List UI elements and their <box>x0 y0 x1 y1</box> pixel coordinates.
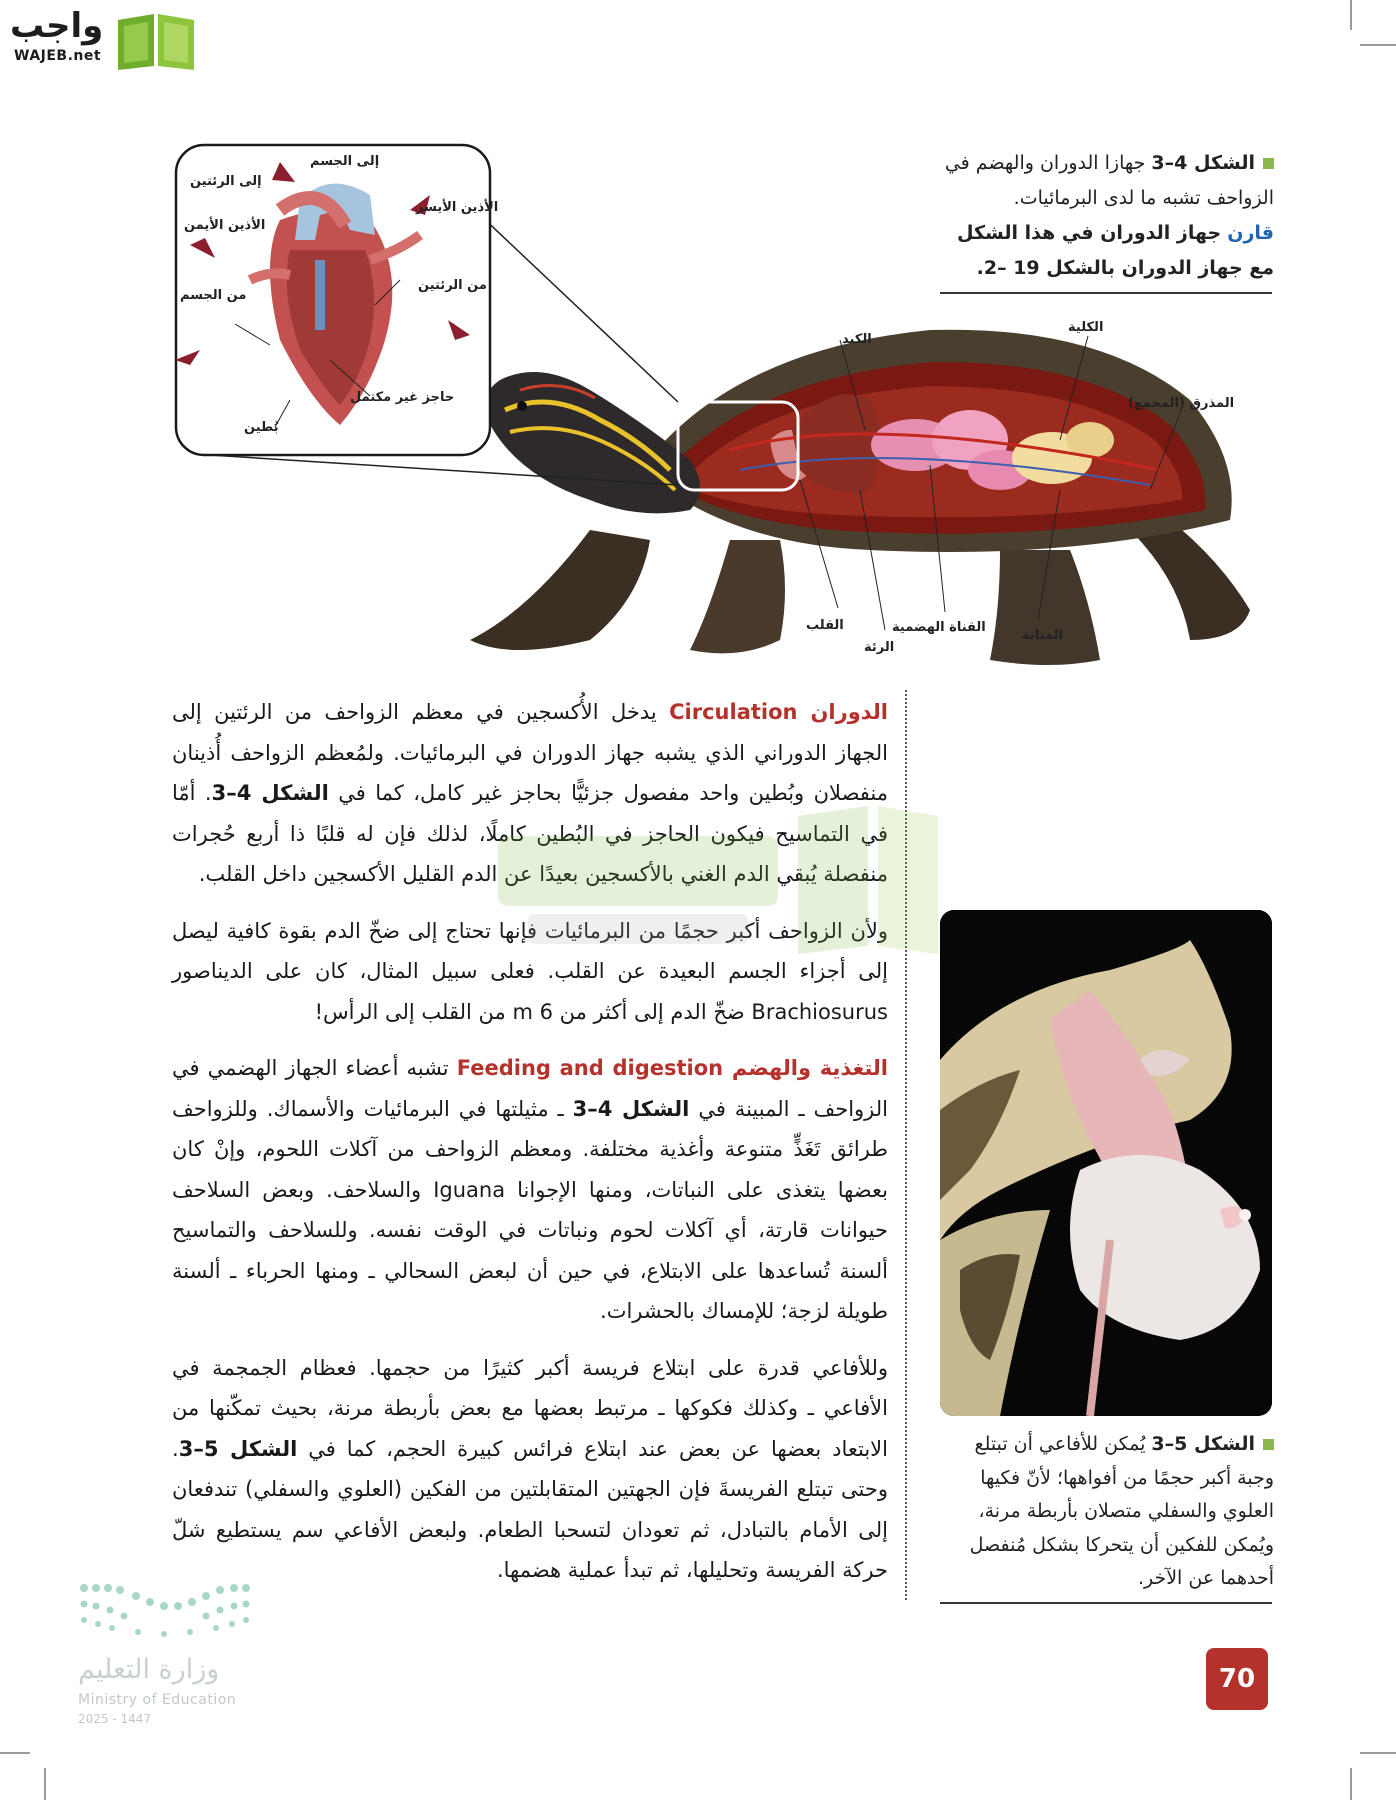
column-separator <box>905 690 907 1600</box>
label-cloaca: المذرق (المجمع) <box>1128 396 1235 411</box>
label-incomplete-septum: حاجز غير مكتمل <box>350 390 455 405</box>
snake-illustration <box>940 910 1272 1416</box>
snake-text-1: وللأفاعي قدرة على ابتلاع فريسة أكبر كثيرًا من حجمها. فعظام الجمجمة في الأفاعي ـ وكذلك فكوكها ـ مرتبط بعضها مع بعض بأربطة مرنة، بحيث تمكّنها من الابتعاد بعضها عن بعض عند ابتلاع فرائس كبيرة الحجم، كما في <box>172 1355 888 1461</box>
figure-reference[interactable]: الشكل 4–3 <box>211 781 329 805</box>
snake-swallowing-rat-photo <box>940 910 1272 1416</box>
crop-mark <box>1360 44 1396 46</box>
paragraph-circulation <box>172 692 888 895</box>
prompt-text: جهاز الدوران في هذا الشكل مع جهاز الدوران بالشكل 19 –2. <box>957 222 1274 279</box>
figure-number: الشكل 4–3 <box>1151 152 1255 174</box>
label-to-lungs: إلى الرئتين <box>190 174 262 189</box>
paragraph-pumping: ولأن الزواحف أكبر حجمًا من البرمائيات فإنها تحتاج إلى ضخّ الدم بقوة كافية ليصل إلى أجزاء الجسم البعيدة عن القلب. فعلى سبيل المثال، كان على الديناصور Brachiosurus ضخّ الدم إلى أكثر من 6 m من القلب إلى الرأس! <box>172 918 888 1024</box>
crop-mark <box>1360 1752 1396 1754</box>
feeding-text-2: ـ مثيلتها في البرمائيات والأسماك. وللزواحف طرائق تَغَذٍّ متنوعة وأغذية مختلفة. ومعظم الزواحف من آكلات اللحوم، وإنْ كان بعضها يتغذى على النباتات، ومنها الإجوانا Iguana والسلاحف. وبعض السلاحف حيوانات قارتة، أي آكلات لحوم ونباتات في الوقت نفسه. وللسلاحف والتماسيح ألسنة تُساعدها على الابتلاع، في حين أن لبعض السحالي ـ ومنها الحرباء ـ ألسنة طويلة لزجة؛ للإمساك بالحشرات. <box>172 1096 888 1323</box>
label-lung: الرئة <box>864 640 895 655</box>
crop-mark <box>0 1752 30 1754</box>
crop-mark <box>1350 0 1352 30</box>
circulation-text-1: يدخل الأُكسجين في معظم الزواحف من الرئتين إلى الجهاز الدوراني الذي يشبه جهاز الدوران في البرمائيات. ولمُعظم الزواحف أُذينان منفصلان وبُطين واحد مفصول جزئيًّا بحاجز غير كامل، كما في <box>172 700 888 805</box>
label-from-body: من الجسم <box>180 288 247 303</box>
ministry-dots-icon <box>76 1578 256 1652</box>
label-right-atrium: الأذين الأيمن <box>184 218 266 233</box>
label-to-body: إلى الجسم <box>310 154 380 169</box>
caption-text: جهازا الدوران والهضم في الزواحف تشبه ما لدى البرمائيات. <box>944 152 1274 209</box>
crop-mark <box>44 1768 46 1800</box>
label-left-atrium: الأذين الأيسر <box>416 200 499 215</box>
paragraph-snakes <box>172 1348 888 1591</box>
ministry-english-name: Ministry of Education <box>78 1692 237 1708</box>
turtle-anatomy-diagram <box>170 140 1280 680</box>
heading-circulation: الدوران Circulation <box>669 700 888 724</box>
prompt-word: قارن <box>1227 222 1274 244</box>
book-icon <box>114 10 198 70</box>
ministry-logo <box>76 1578 256 1728</box>
turtle-illustration <box>170 140 1280 680</box>
figure-reference[interactable]: الشكل 5–3 <box>178 1436 298 1461</box>
snake-text-2: . وحتى تبتلع الفريسةَ فإن الجهتين المتقابلتين من الفكين (العلوي والسفلي) تندفعان إلى الأمام بالتبادل، ثم تعودان لتسحبا الطعام. ولبعض الأفاعي سم يستطيع شلّ حركة الفريسة وتحليلها، ثم تبدأ عملية هضمها. <box>172 1436 888 1582</box>
label-ventricle: بُطين <box>244 420 279 435</box>
ministry-year: 2025 - 1447 <box>78 1712 152 1726</box>
label-kidney: الكلية <box>1068 320 1104 335</box>
brand-logo[interactable] <box>10 6 190 72</box>
brand-arabic-text: واجب <box>10 6 104 46</box>
paragraph-feeding <box>172 1048 888 1332</box>
ministry-arabic-name: وزارة التعليم <box>78 1654 220 1685</box>
caption-text: يُمكن للأفاعي أن تبتلع وجبة أكبر حجمًا من أفواهها؛ لأنّ فكيها العلوي والسفلي متصلان بأربطة مرنة، ويُمكن للفكين أن يتحركا بشكل مُنفصل أحدهما عن الآخر. <box>969 1433 1274 1589</box>
crop-mark <box>1350 1768 1352 1800</box>
circulation-text-2: . أمّا في التماسيح فيكون الحاجز في البُطين كاملًا، لذلك فإن له قلبًا ذا أربع حُجرات منفصلة يُبقي الدم الغني بالأكسجين بعيدًا عن الدم القليل الأكسجين داخل القلب. <box>172 781 888 886</box>
figure-reference[interactable]: الشكل 4–3 <box>572 1096 690 1121</box>
label-heart: القلب <box>806 618 844 633</box>
label-liver: الكبد <box>842 332 872 347</box>
figure-3-5-caption <box>938 1428 1274 1596</box>
label-bladder: المثانة <box>1022 628 1064 643</box>
figure-number: الشكل 5–3 <box>1151 1433 1255 1455</box>
heading-feeding: التغذية والهضم Feeding and digestion <box>456 1056 888 1080</box>
label-digestive-tract: القناة الهضمية <box>892 620 986 635</box>
page-number: 70 <box>1206 1648 1268 1710</box>
brand-latin-text: WAJEB.net <box>14 48 102 64</box>
caption-bullet-icon <box>1263 1439 1274 1450</box>
feeding-text-1: تشبه أعضاء الجهاز الهضمي في الزواحف ـ المبينة في <box>172 1056 888 1121</box>
main-text <box>172 692 888 1607</box>
label-from-lungs: من الرئتين <box>418 278 487 293</box>
caption-divider <box>940 1602 1272 1604</box>
